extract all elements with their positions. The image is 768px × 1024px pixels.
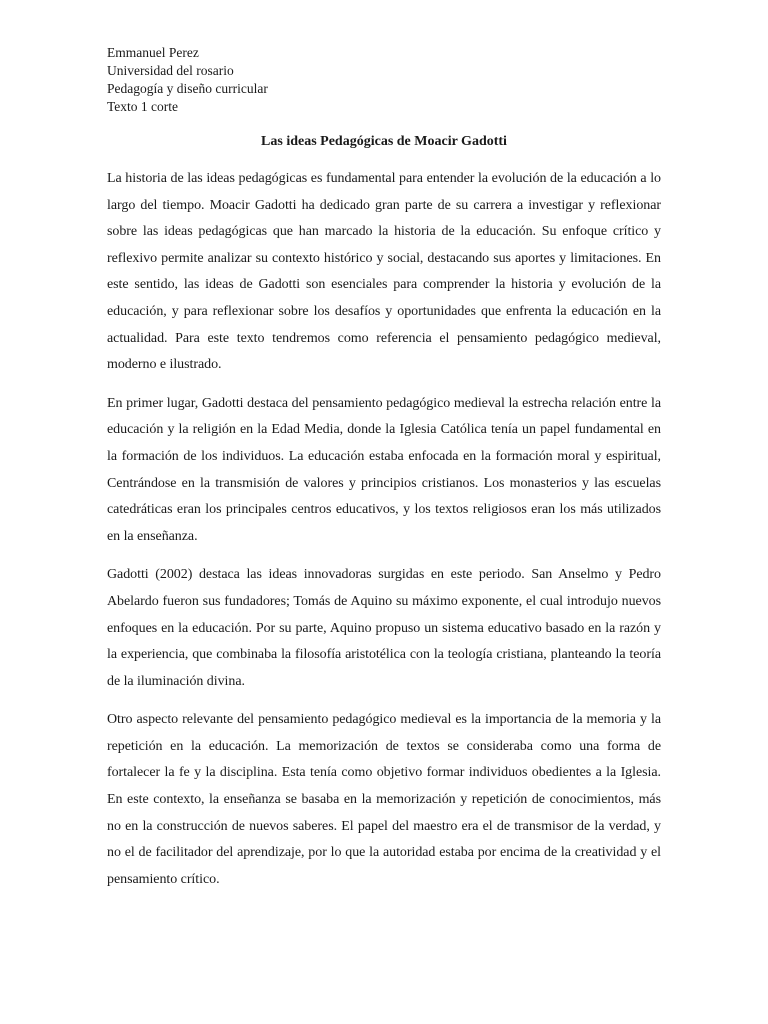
document-title: Las ideas Pedagógicas de Moacir Gadotti [261,134,507,149]
paragraph-medieval: En primer lugar, Gadotti destaca del pensamiento pedagógico medieval la estrecha relación entre la educación y la religión en la Edad Media, donde la Iglesia Católica tenía un papel fundamental en la formación de los individuos. La educación estaba enfocada en la formación moral y espiritual, Centrándose en la transmisión de valores y principios cristianos. Los monasterios y las escuelas catedráticas eran los principales centros educativos, y los textos religiosos eran los más utilizados en la enseñanza. [107,395,661,544]
course-name: Pedagogía y diseño curricular [107,81,268,96]
document-page [107,44,661,905]
paragraph-gadotti-2002: Gadotti (2002) destaca las ideas innovadoras surgidas en este periodo. San Anselmo y Pedro Abelardo fueron sus fundadores; Tomás de Aquino su máximo exponente, el cual introdujo nuevos enfoques en la educación. Por su parte, Aquino propuso un sistema educativo basado en la razón y la experiencia, que combinaba la filosofía aristotélica con la teología cristiana, planteando la teoría de la iluminación divina. [107,567,661,689]
paragraph-memory: Otro aspecto relevante del pensamiento pedagógico medieval es la importancia de la memoria y la repetición en la educación. La memorización de textos se consideraba como una forma de fortalecer la fe y la disciplina. Esta tenía como objetivo formar individuos obedientes a la Iglesia. En este contexto, la enseñanza se basaba en la memorización y repetición de conocimientos, más no en la construcción de nuevos saberes. El papel del maestro era el de transmisor de la verdad, y no el de facilitador del aprendizaje, por lo que la autoridad estaba por encima de la creatividad y el pensamiento crítico. [107,712,661,887]
university-name: Universidad del rosario [107,63,234,78]
document-header [107,44,661,116]
assignment-label: Texto 1 corte [107,99,179,114]
author-name: Emmanuel Perez [107,45,199,60]
paragraph-intro: La historia de las ideas pedagógicas es fundamental para entender la evolución de la educación a lo largo del tiempo. Moacir Gadotti ha dedicado gran parte de su carrera a investigar y reflexionar sobre las ideas pedagógicas que han marcado la historia de la educación. Su enfoque crítico y reflexivo permite analizar su contexto histórico y social, destacando sus aportes y limitaciones. En este sentido, las ideas de Gadotti son esenciales para comprender la historia y evolución de la educación, y para reflexionar sobre los desafíos y oportunidades que enfrenta la educación en la actualidad. Para este texto tendremos como referencia el pensamiento pedagógico medieval, moderno e ilustrado. [107,171,661,373]
